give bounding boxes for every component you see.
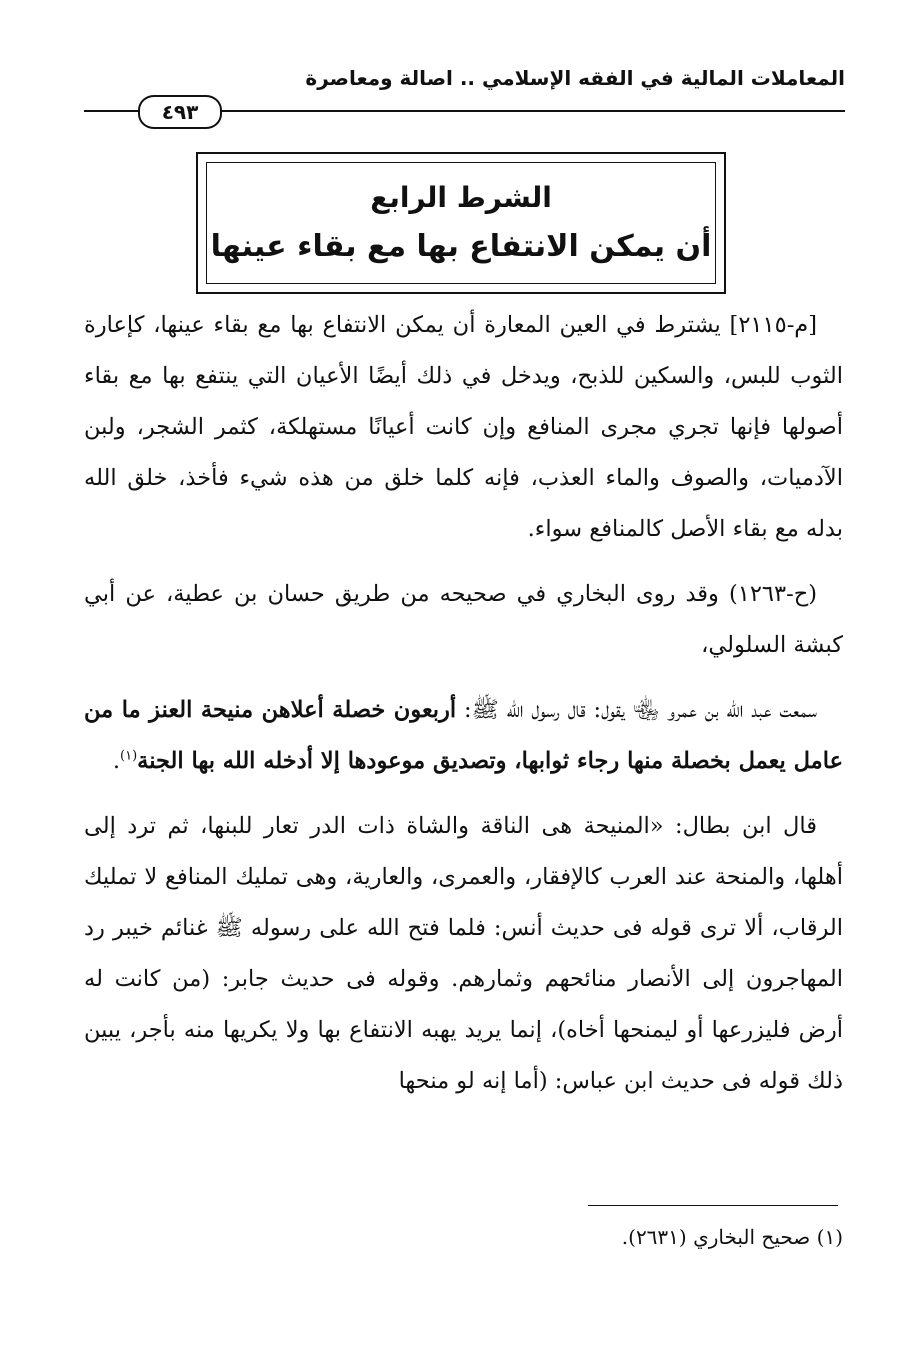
- section-title-frame: [196, 152, 726, 294]
- footnote-1: (١) صحيح البخاري (٢٦٣١).: [621, 1225, 843, 1249]
- hadith-text: أربعون خصلة أعلاهن منيحة العنز ما من عامل يعمل بخصلة منها رجاء ثوابها، وتصديق موعودها إلا أدخله الله بها الجنة: [84, 697, 843, 774]
- page-number: ٤٩٣: [138, 95, 222, 129]
- section-title-line-2: أن يمكن الانتفاع بها مع بقاء عينها: [210, 229, 712, 264]
- paragraph-4: قال ابن بطال: «المنيحة هى الناقة والشاة ذات الدر تعار للبنها، ثم ترد إلى أهلها، والمنحة عند العرب كالإفقار، والعمرى، والعارية، وهى تمليك المنافع لا تمليك الرقاب، ألا ترى قوله فى حديث أنس: فلما فتح الله على رسوله ﷺ غنائم خيبر رد المهاجرون إلى الأنصار منائحهم وثمارهم. وقوله فى حديث جابر: (من كانت له أرض فليزرعها أو ليمنحها أخاه)، إنما يريد يهبه الانتفاع بها ولا يكريها منه بأجر، يبين ذلك قوله فى حديث ابن عباس: (أما إنه لو منحها: [84, 813, 843, 1094]
- body-text: [84, 300, 843, 1121]
- section-title-inner-frame: [206, 162, 716, 284]
- running-header-title: المعاملات المالية في الفقه الإسلامي .. اصالة ومعاصرة: [305, 66, 845, 90]
- section-title-line-1: الشرط الرابع: [370, 181, 552, 214]
- paragraph-3: [84, 685, 843, 787]
- paragraph-2: (ح-١٢٦٣) وقد روى البخاري في صحيحه من طريق حسان بن عطية، عن أبي كبشة السلولي،: [84, 581, 843, 658]
- paragraph-1: [م-٢١١٥] يشترط في العين المعارة أن يمكن الانتفاع بها مع بقاء عينها، كإعارة الثوب للبس، والسكين للذبح، ويدخل في ذلك أيضًا الأعيان التي ينتفع بها مع بقاء أصولها فإنها تجري مجرى المنافع وإن كانت أعيانًا مستهلكة، كثمر الشجر، ولبن الآدميات، والصوف والماء العذب، فإنه كلما خلق من هذه شيء فأخذ، خلق الله بدله مع بقاء الأصل كالمنافع سواء.: [84, 312, 843, 542]
- hadith-end: .: [112, 748, 121, 774]
- hadith-intro: سمعت عبد الله بن عمرو ﵄ يقول: قال رسول الله ﷺ:: [456, 697, 817, 723]
- footnote-separator: [588, 1205, 838, 1206]
- footnote-reference[interactable]: (١): [120, 748, 138, 764]
